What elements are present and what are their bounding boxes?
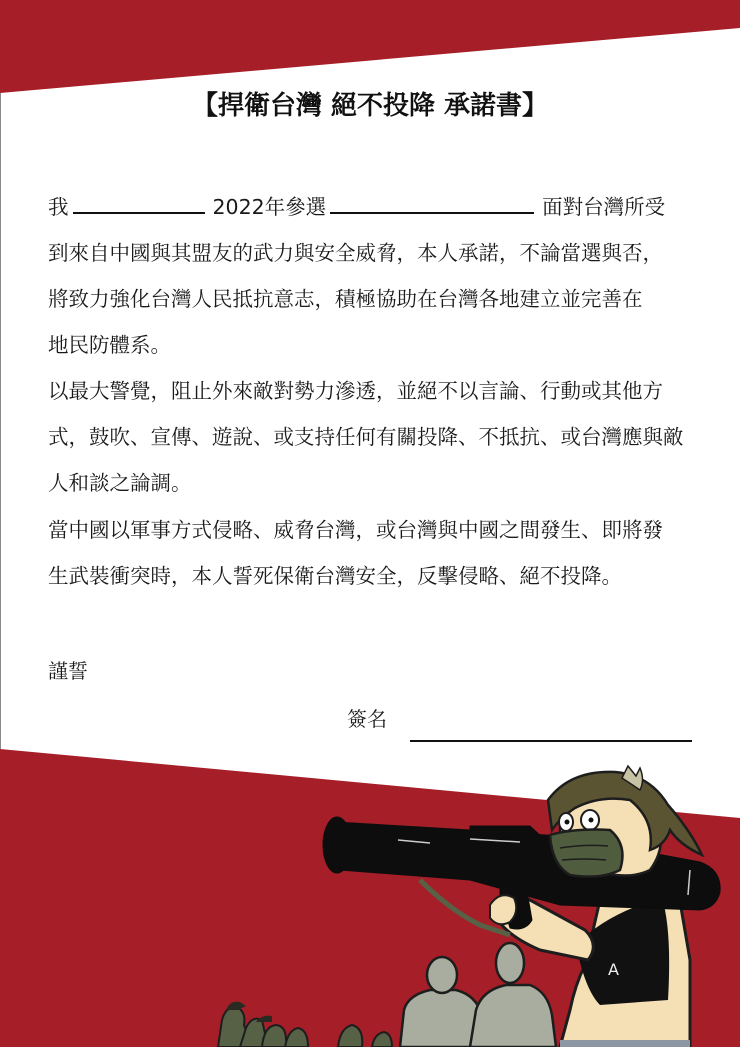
signature-label: 簽名 (347, 707, 387, 731)
paragraph1-line4: 地民防體系。 (48, 333, 171, 357)
page-edge (0, 93, 1, 749)
document-title: 【捍衛台灣 絕不投降 承諾書】 (191, 91, 549, 121)
pronoun-text: 我 (48, 195, 69, 219)
paragraph1-line1 (48, 184, 696, 230)
paragraph3-line2: 生武裝衝突時，本人誓死保衛台灣安全，反擊侵略、絕不投降。 (48, 564, 622, 588)
hand (490, 895, 516, 924)
candidate-name-blank[interactable] (73, 186, 205, 214)
paragraph2-line3: 人和談之論調。 (48, 471, 192, 495)
paragraph2-line2: 式，鼓吹、宣傳、遊說、或支持任何有關投降、不抵抗、或台灣應與敵 (48, 425, 684, 449)
top-red-band (0, 0, 740, 93)
paragraph3-line1: 當中國以軍事方式侵略、威脅台灣，或台灣與中國之間發生、即將發 (48, 518, 663, 542)
office-blank[interactable] (330, 186, 534, 214)
paragraph-commitment (48, 184, 696, 368)
oath-closing: 謹誓 (48, 659, 88, 683)
paragraph-defense (48, 507, 696, 599)
paragraph1-line1-suffix: 面對台灣所受 (542, 195, 666, 219)
shirt-letter: A (608, 960, 619, 979)
paragraph1-line2: 到來自中國與其盟友的武力與安全威脅，本人承諾，不論當選與否， (48, 241, 663, 265)
paragraph-vigilance (48, 368, 696, 506)
paragraph2-line1: 以最大警覺，阻止外來敵對勢力滲透，並絕不以言論、行動或其他方 (48, 379, 663, 403)
paragraph1-line3: 將致力強化台灣人民抵抗意志，積極協助在台灣各地建立並完善在 (48, 287, 643, 311)
jeans (560, 1040, 690, 1047)
signature-line[interactable] (410, 740, 692, 742)
election-year-text: 2022年參選 (212, 195, 327, 219)
